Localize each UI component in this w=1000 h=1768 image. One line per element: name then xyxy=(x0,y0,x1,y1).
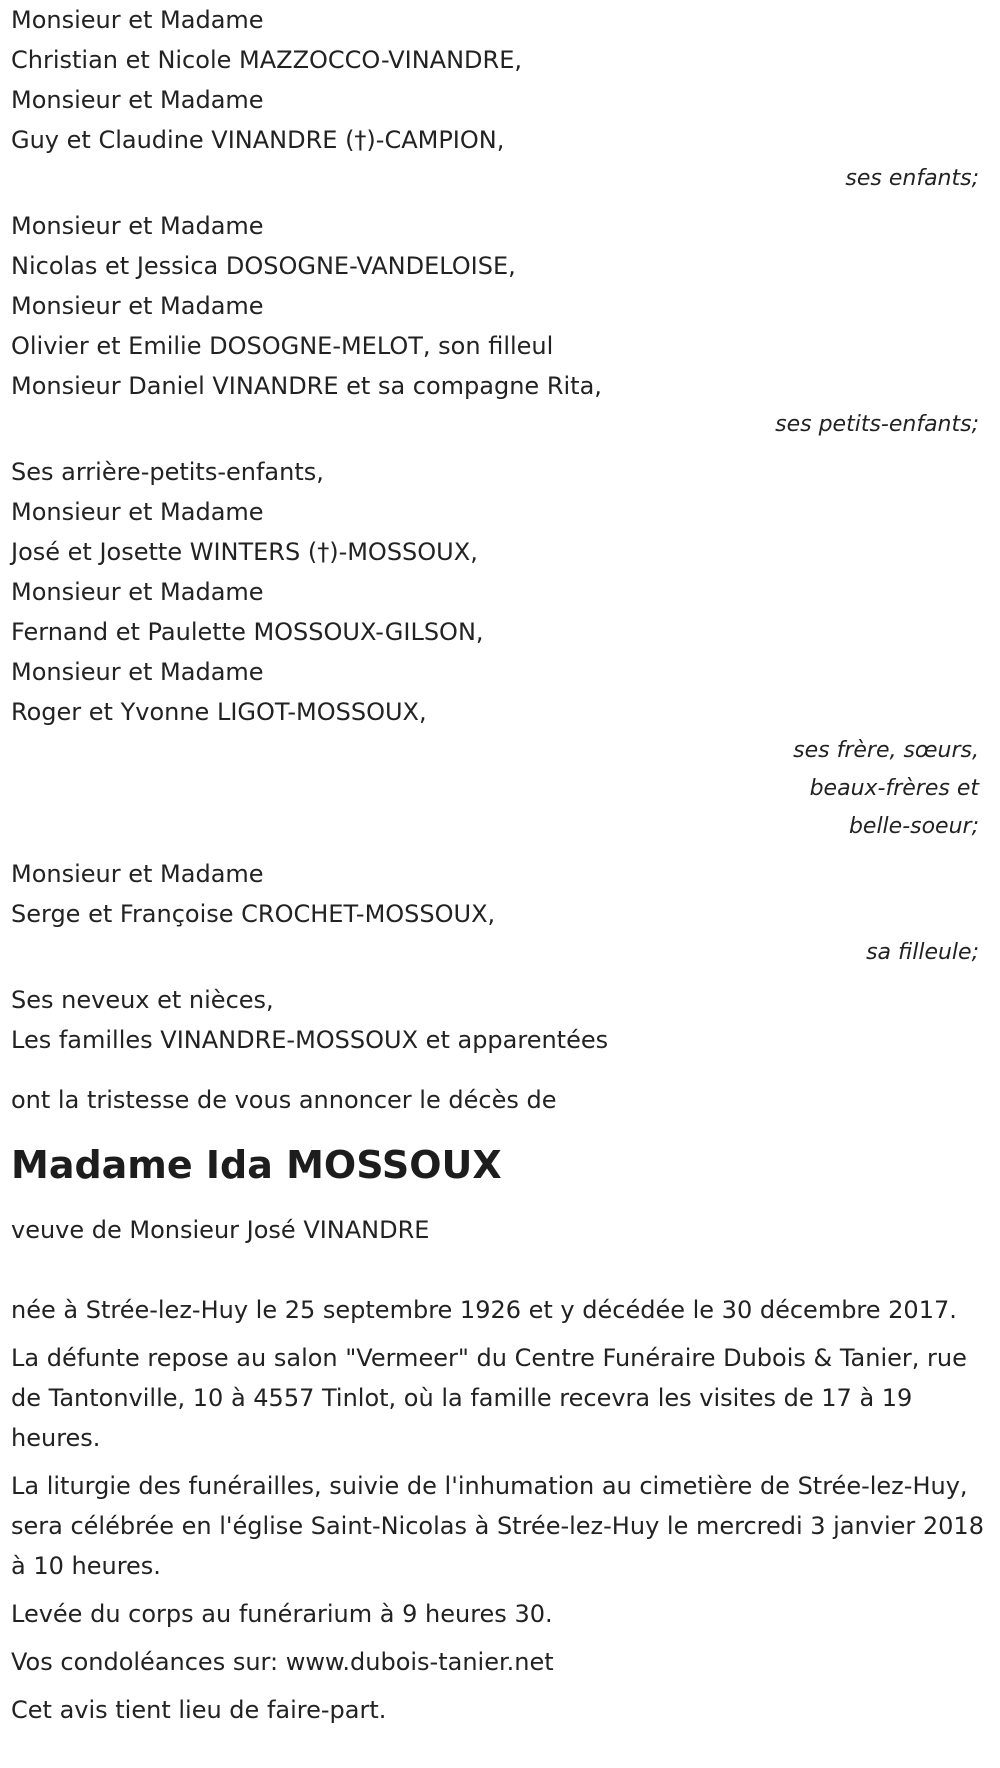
family-line: Monsieur et Madame xyxy=(11,292,264,320)
family-line: Serge et Françoise CROCHET-MOSSOUX, xyxy=(11,900,496,928)
family-line: Ses neveux et nièces, xyxy=(11,986,274,1014)
family-line: Monsieur et Madame xyxy=(11,6,264,34)
departure-paragraph: Levée du corps au funérarium à 9 heures 30. xyxy=(11,1600,553,1628)
family-line: Nicolas et Jessica DOSOGNE-VANDELOISE, xyxy=(11,252,516,280)
family-line: Christian et Nicole MAZZOCCO-VINANDRE, xyxy=(11,46,522,74)
relationship-label: sa filleule; xyxy=(866,940,979,965)
notice-paragraph: Cet avis tient lieu de faire-part. xyxy=(11,1696,387,1724)
family-line: Guy et Claudine VINANDRE (†)-CAMPION, xyxy=(11,126,505,154)
family-line: Olivier et Emilie DOSOGNE-MELOT, son filleul xyxy=(11,332,554,360)
family-line: Monsieur et Madame xyxy=(11,860,264,888)
funeral-paragraph: La liturgie des funérailles, suivie de l'inhumation au cimetière de Strée-lez-Huy, sera célébrée en l'église Saint-Nicolas à Strée-lez-Huy le mercredi 3 janvier 2018 à 10 heures. xyxy=(11,1472,984,1580)
family-line: Monsieur et Madame xyxy=(11,658,264,686)
relationship-label: belle-soeur; xyxy=(848,814,979,839)
relationship-label: ses petits-enfants; xyxy=(775,412,979,437)
relationship-label: ses enfants; xyxy=(845,166,979,191)
family-group-grandchildren xyxy=(11,206,989,444)
family-line: Monsieur et Madame xyxy=(11,212,264,240)
family-line: Roger et Yvonne LIGOT-MOSSOUX, xyxy=(11,698,427,726)
visitation-paragraph: La défunte repose au salon "Vermeer" du Centre Funéraire Dubois & Tanier, rue de Tantonville, 10 à 4557 Tinlot, où la famille recevra les visites de 17 à 19 heures. xyxy=(11,1344,967,1452)
family-line: Monsieur et Madame xyxy=(11,86,264,114)
family-group-extended xyxy=(11,980,989,1060)
birth-death-paragraph: née à Strée-lez-Huy le 25 septembre 1926 et y décédée le 30 décembre 2017. xyxy=(11,1296,957,1324)
family-line: Fernand et Paulette MOSSOUX-GILSON, xyxy=(11,618,484,646)
family-line: Ses arrière-petits-enfants, xyxy=(11,458,324,486)
condolences-paragraph: Vos condoléances sur: www.dubois-tanier.net xyxy=(11,1648,554,1676)
family-group-siblings xyxy=(11,452,989,846)
widow-of-text: veuve de Monsieur José VINANDRE xyxy=(11,1216,430,1244)
deceased-name: Madame Ida MOSSOUX xyxy=(11,1143,502,1187)
announcement-text: ont la tristesse de vous annoncer le décès de xyxy=(11,1086,557,1114)
family-line: Monsieur et Madame xyxy=(11,578,264,606)
family-group-children xyxy=(11,0,989,198)
family-line: José et Josette WINTERS (†)-MOSSOUX, xyxy=(11,538,478,566)
family-line: Monsieur et Madame xyxy=(11,498,264,526)
family-group-goddaughter xyxy=(11,854,989,972)
relationship-label: beaux-frères et xyxy=(809,776,979,801)
family-line: Les familles VINANDRE-MOSSOUX et apparentées xyxy=(11,1026,609,1054)
relationship-label: ses frère, sœurs, xyxy=(793,738,979,763)
family-line: Monsieur Daniel VINANDRE et sa compagne Rita, xyxy=(11,372,602,400)
